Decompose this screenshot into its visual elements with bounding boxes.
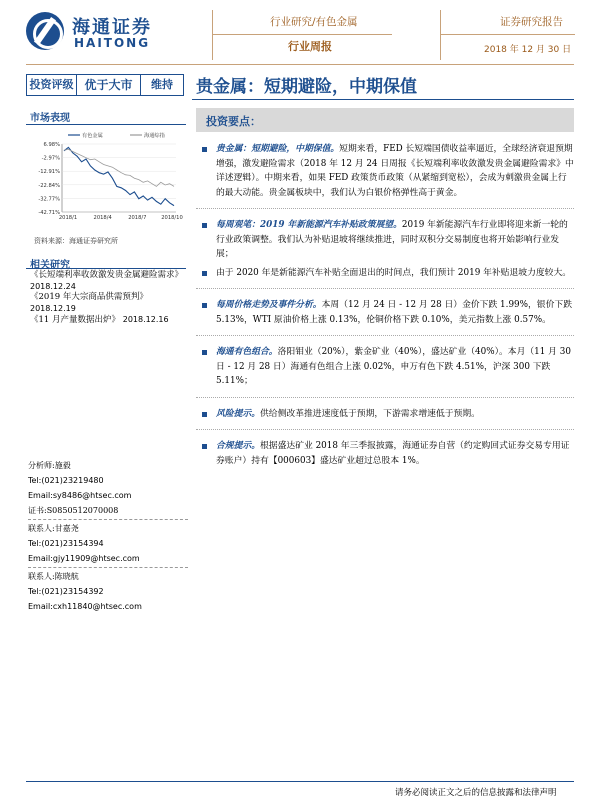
- key-point: [196, 218, 574, 264]
- key-point-text: 2019 年新能源汽车行业即将迎来新一轮的行业政策调整。我们认为补贴退坡将继续推进，同时双积分交易制度也将开始影响行业发展；: [216, 220, 568, 259]
- key-point-text: 短期来看，FED 长短端国债收益率逼近，全球经济衰退预期增强，激发避险需求（2018 年 12 月 24 日周报《长短端利率收敛激发贵金属避险需求》中详述逻辑）。中期来看，如果 FED 政策货币政策（从紧缩到宽松），会成为刺激贵金属上行的最大动能。贵金属板块中，我们认为白银价格弹性高于黄金。: [216, 144, 574, 198]
- key-point: [196, 439, 574, 476]
- related-item[interactable]: [30, 314, 190, 326]
- related-item-date: 2018.12.16: [122, 315, 169, 324]
- header-rule: [440, 34, 575, 35]
- related-item-title: 《2019 年大宗商品供需预判》: [30, 292, 148, 302]
- key-point-lead: 每周价格走势及事件分析。: [216, 300, 322, 310]
- key-points-list: [196, 142, 574, 485]
- key-point-text: 由于 2020 年是新能源汽车补贴全面退出的时间点，我们预计 2019 年补贴退坡力度较大。: [216, 267, 572, 278]
- analyst-contacts: [28, 458, 188, 614]
- haitong-logo: [26, 12, 186, 52]
- key-point: [196, 142, 574, 209]
- related-rule: [26, 268, 186, 269]
- market-chart-svg: [26, 128, 186, 228]
- header-rule: [212, 34, 392, 35]
- key-point: [196, 345, 574, 398]
- key-points-heading: 投资要点：: [206, 115, 261, 128]
- page-title: 贵金属：短期避险，中期保值: [196, 77, 417, 97]
- rating-label: 投资评级: [27, 75, 77, 95]
- market-heading: 市场表现: [30, 113, 70, 124]
- y-tick-label: 6.98%: [43, 142, 60, 148]
- key-point-text: 本周（12 月 24 日 - 12 月 28 日）金价下跌 1.99%，银价下跌 5.13%，WTI 原油价格上涨 0.13%，伦铜价格下跌 0.10%，美元指数上涨 0.57%。: [216, 300, 572, 325]
- y-tick-label: -22.84%: [38, 182, 60, 189]
- key-point: [196, 298, 574, 336]
- market-chart: [26, 128, 186, 228]
- contact-tel: Tel:(021)23154392: [28, 587, 104, 596]
- key-point-lead: 每周观笔：2019 年新能源汽车补贴政策展望。: [216, 220, 402, 230]
- bullet-square-icon: [202, 350, 207, 355]
- contact-role: 联系人:甘嘉尧: [28, 524, 79, 533]
- contact-tel: Tel:(021)23219480: [28, 476, 104, 485]
- x-tick-label: 2018/7: [128, 215, 147, 221]
- related-item[interactable]: [30, 270, 190, 292]
- header-divider: [212, 10, 213, 60]
- report-type: 行业周报: [288, 40, 332, 53]
- related-research-list: [30, 270, 190, 326]
- y-tick-label: -2.97%: [41, 155, 60, 162]
- rating-status: 维持: [151, 78, 173, 91]
- rating-value: 优于大市: [77, 75, 141, 95]
- key-point-text: 洛阳钼业（20%），紫金矿业（40%），盛达矿业（40%）。本月（11 月 30 日 - 12 月 28 日）海通有色组合上涨 0.02%，申万有色下跌 4.51%，沪深 300 下跌 5.11%；: [216, 347, 571, 386]
- report-label: 证券研究报告: [500, 16, 563, 28]
- contact-email[interactable]: Email:cxh11840@htsec.com: [28, 602, 142, 611]
- bullet-square-icon: [202, 412, 207, 417]
- contact-cert: 证书:S0850512070008: [28, 506, 119, 515]
- contact-divider: [28, 519, 188, 520]
- key-point-lead: 海通有色组合。: [216, 347, 278, 357]
- logo-english-name: HAITONG: [74, 36, 151, 50]
- bullet-square-icon: [202, 303, 207, 308]
- chart-source: 资料来源：海通证券研究所: [34, 237, 118, 245]
- key-point: [196, 266, 574, 290]
- bullet-square-icon: [202, 271, 207, 276]
- contact-tel: Tel:(021)23154394: [28, 539, 104, 548]
- x-tick-label: 2018/1: [58, 215, 78, 221]
- footer-disclaimer[interactable]: 请务必阅读正文之后的信息披露和法律声明: [395, 788, 557, 798]
- report-header: [0, 0, 600, 66]
- related-item-title: 《长短端利率收敛激发贵金属避险需求》: [30, 270, 184, 280]
- header-divider: [440, 10, 441, 60]
- key-points-header: [196, 108, 574, 132]
- investment-rating: [26, 74, 184, 96]
- related-item-date: 2018.12.19: [30, 304, 76, 313]
- market-rule: [26, 124, 186, 125]
- contact-role: 联系人:陈晓航: [28, 572, 79, 581]
- related-item-date: 2018.12.24: [30, 282, 76, 291]
- legend-label: 有色金属: [82, 133, 103, 139]
- haitong-logo-mark-icon: [26, 12, 64, 50]
- bullet-square-icon: [202, 223, 207, 228]
- contact-divider: [28, 567, 188, 568]
- bullet-square-icon: [202, 444, 207, 449]
- key-point-lead: 合规提示。: [216, 441, 260, 451]
- contact-role: 分析师:施毅: [28, 461, 71, 470]
- header-bottom-rule: [26, 64, 574, 65]
- contact-email[interactable]: Email:sy8486@htsec.com: [28, 491, 132, 500]
- x-tick-label: 2018/10: [161, 215, 183, 221]
- footer-rule: [26, 781, 574, 782]
- key-point: [196, 407, 574, 431]
- contact-email[interactable]: Email:gjy11909@htsec.com: [28, 554, 140, 563]
- key-point-text: 供给侧改革推进速度低于预期，下游需求增速低于预期。: [260, 408, 480, 419]
- legend-label: 海通综指: [144, 133, 165, 139]
- y-tick-label: -12.91%: [38, 169, 60, 176]
- bullet-square-icon: [202, 147, 207, 152]
- y-tick-label: -42.71%: [38, 210, 60, 216]
- report-date: 2018 年 12 月 30 日: [484, 45, 572, 55]
- key-point-lead: 贵金属：短期避险，中期保值。: [216, 144, 340, 154]
- series-line-haitong-index: [64, 149, 174, 186]
- related-heading: 相关研究: [30, 260, 70, 271]
- x-tick-label: 2018/4: [93, 215, 112, 221]
- related-item[interactable]: [30, 292, 190, 314]
- logo-chinese-name: 海通证券: [72, 17, 152, 38]
- report-category: 行业研究/有色金属: [270, 16, 358, 28]
- title-rule: [192, 99, 574, 100]
- series-line-nonferrous: [64, 147, 174, 205]
- key-point-text: 根据盛达矿业 2018 年三季报披露，海通证券自营（约定购回式证券交易专用证券账户）持有【000603】盛达矿业超过总股本 1%。: [216, 441, 570, 466]
- related-item-title: 《11 月产量数据出炉》: [30, 315, 121, 325]
- key-point-lead: 风险提示。: [216, 408, 260, 419]
- y-tick-label: -32.77%: [38, 196, 60, 203]
